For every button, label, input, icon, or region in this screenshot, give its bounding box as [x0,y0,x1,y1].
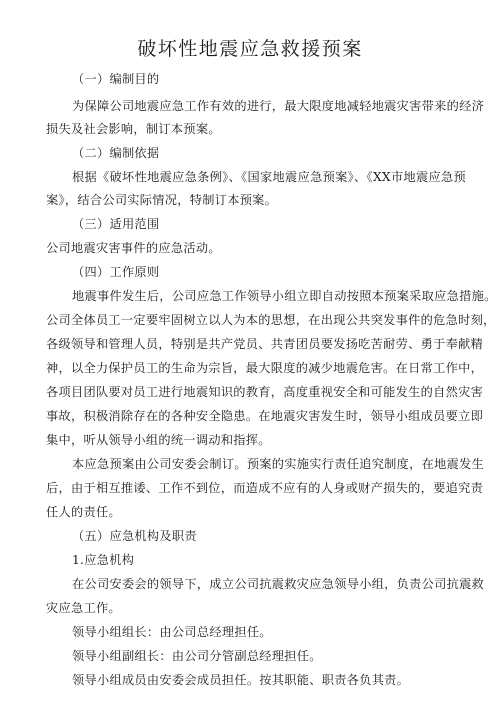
section-2-heading: （二）编制依据 [72,146,160,160]
section-4-text-line: 神，以全力保护员工的生命为宗旨，最大限度的减少地震危害。在日常工作中， [46,361,484,375]
section-1-heading: （一）编制目的 [72,72,160,86]
section-4-text-line: 事故，积极消除存在的各种安全隐患。在地震灾害发生时，领导小组成员要立即 [46,409,484,423]
section-4-text-line: 各级领导和管理人员，特别是共产党员、共青团员要发扬吃苦耐劳、勇于奉献精 [46,337,484,351]
section-4-text-line: 地震事件发生后，公司应急工作领导小组立即自动按照本预案采取应急措施。 [72,289,497,303]
section-5-text-line: 在公司安委会的领导下，成立公司抗震救灾应急领导小组，负责公司抗震救 [72,577,485,591]
section-4-text-line: 任人的责任。 [46,505,121,519]
section-3-heading: （三）适用范围 [72,217,160,231]
section-5-text-line: 领导小组副组长：由公司分管副总经理担任。 [72,649,322,663]
section-5-text-line: 领导小组组长：由公司总经理担任。 [72,625,272,639]
section-4-heading: （四）工作原则 [72,265,160,279]
section-4-text-line: 集中，听从领导小组的统一调动和指挥。 [46,433,271,447]
section-5-subheading: 1.应急机构 [72,553,135,567]
document-title: 破坏性地震应急救援预案 [137,38,363,60]
section-2-text-line: 案》，结合公司实际情况，特制订本预案。 [46,193,278,207]
section-2-text-line: 根据《破坏性地震应急条例》、《国家地震应急预案》、《XX市地震应急预 [72,170,466,184]
section-3-text-line: 公司地震灾害事件的应急活动。 [46,241,221,255]
section-5-heading: （五）应急机构及职责 [72,529,197,543]
section-4-text-line: 后，由于相互推诿、工作不到位，而造成不应有的人身或财产损失的，要追究责 [46,481,484,495]
section-1-text-line: 损失及社会影响，制订本预案。 [46,122,221,136]
section-1-text-line: 为保障公司地震应急工作有效的进行，最大限度地减轻地震灾害带来的经济 [72,99,485,113]
section-5-text-line: 领导小组成员由安委会成员担任。按其职能、职责各负其责。 [72,673,410,687]
section-4-text-line: 本应急预案由公司安委会制订。预案的实施实行责任追究制度，在地震发生 [72,457,485,471]
section-5-text-line: 灾应急工作。 [46,601,121,615]
section-4-text-line: 各项目团队要对员工进行地震知识的教育，高度重视安全和可能发生的自然灾害 [46,385,484,399]
section-4-text-line: 公司全体员工一定要牢固树立以人为本的思想，在出现公共突发事件的危急时刻， [46,313,496,327]
